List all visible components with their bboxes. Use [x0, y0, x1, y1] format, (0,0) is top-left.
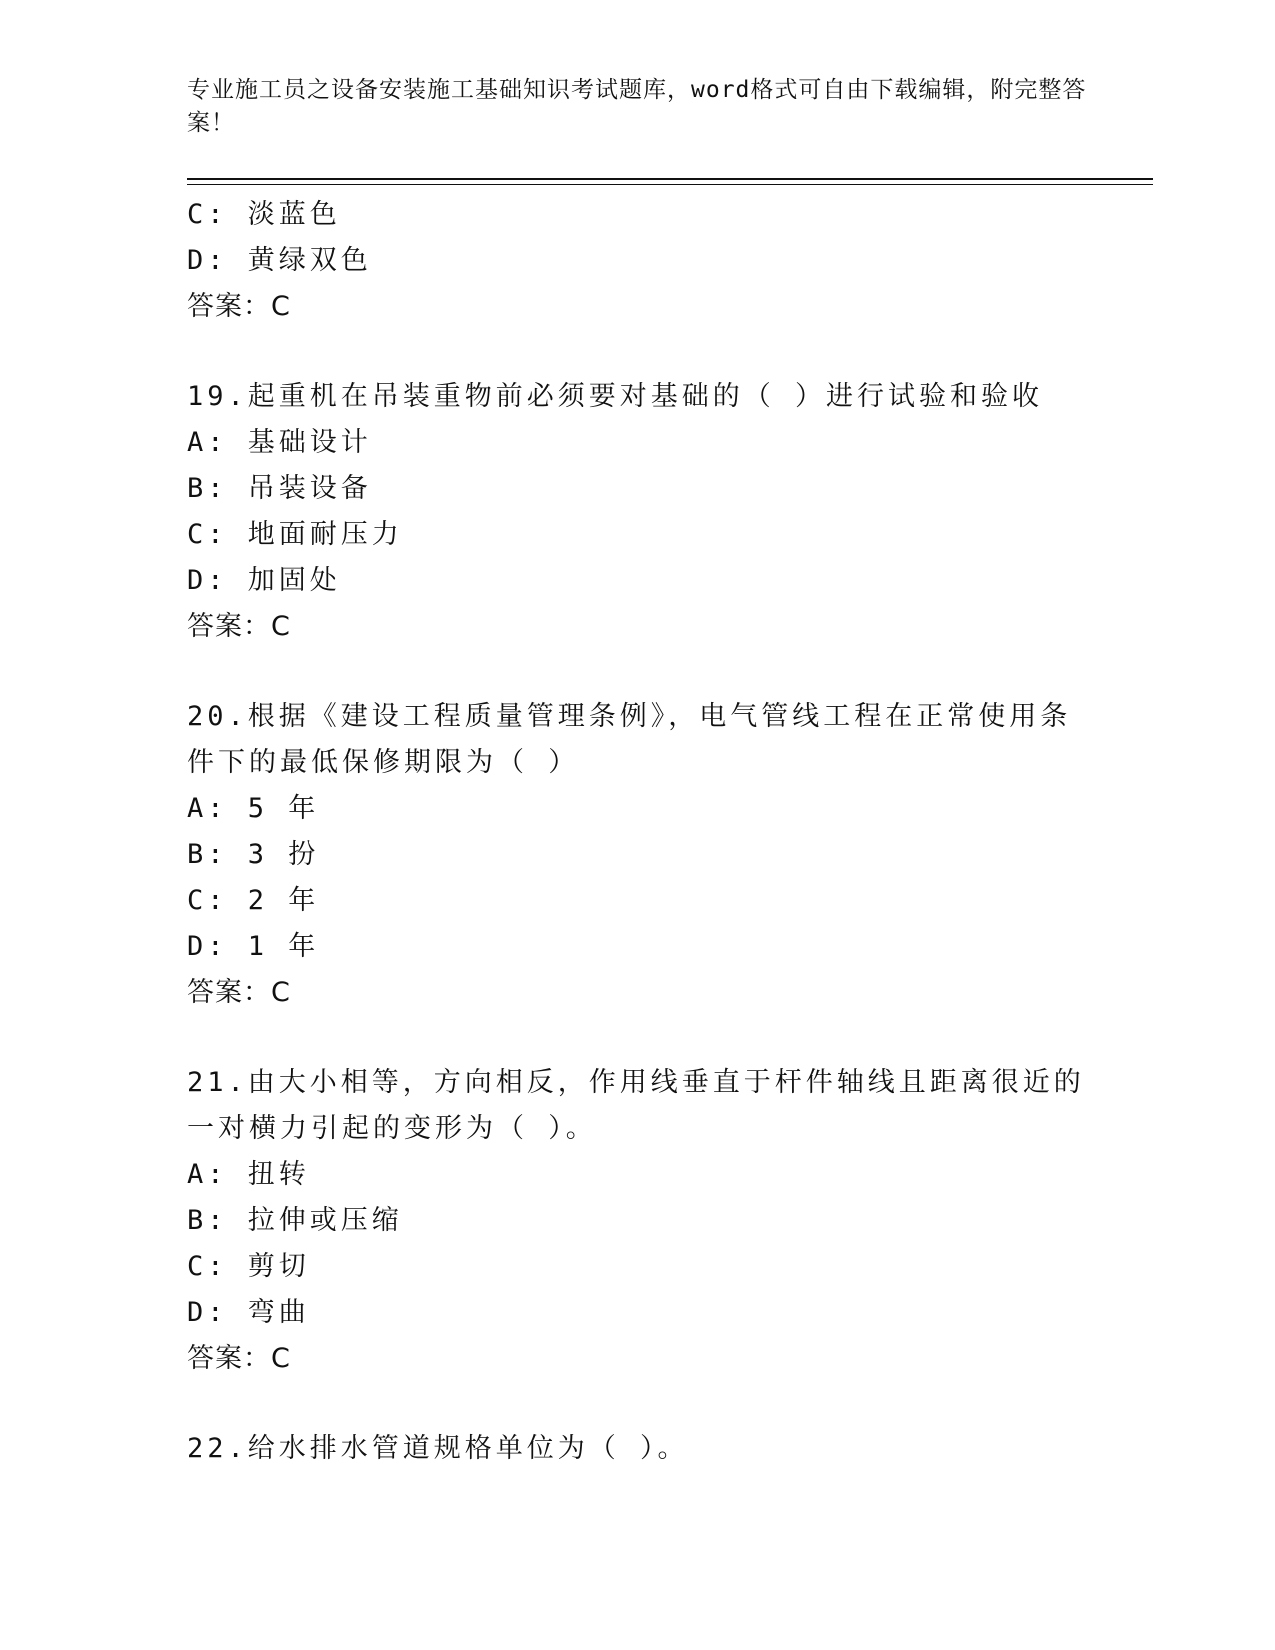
question-list [187, 192, 1087, 1472]
option-d: D: 加固处 [187, 565, 341, 596]
question-20 [187, 694, 1087, 1016]
question-stem: 21.由大小相等，方向相反，作用线垂直于杆件轴线且距离很近的一对横力引起的变形为（ ）。 [187, 1067, 1085, 1144]
option-a: A: 扭转 [187, 1159, 310, 1190]
option-a: A: 5 年 [187, 793, 320, 824]
question-stem: 19.起重机在吊装重物前必须要对基础的（ ）进行试验和验收 [187, 381, 1044, 412]
question-stem: 22.给水排水管道规格单位为（ ）。 [187, 1433, 689, 1464]
spacer [187, 650, 1087, 694]
option-b: B: 拉伸或压缩 [187, 1205, 403, 1236]
option-b: B: 3 扮 [187, 839, 320, 870]
spacer [187, 330, 1087, 374]
header-rule-thin [187, 184, 1153, 185]
option-c: C: 2 年 [187, 885, 320, 916]
document-header: 专业施工员之设备安装施工基础知识考试题库，word格式可自由下载编辑，附完整答案！ [187, 77, 1087, 136]
option-b: B: 吊装设备 [187, 473, 372, 504]
answer-line: 答案：C [187, 977, 291, 1008]
option-d: D: 弯曲 [187, 1297, 310, 1328]
option-c: C: 剪切 [187, 1251, 310, 1282]
question-21 [187, 1060, 1087, 1382]
answer-line: 答案：C [187, 1343, 291, 1374]
header-rule-thick [187, 178, 1153, 180]
question-19 [187, 374, 1087, 650]
question-22 [187, 1426, 1087, 1472]
option-d: D: 黄绿双色 [187, 245, 372, 276]
option-c: C: 地面耐压力 [187, 519, 403, 550]
option-a: A: 基础设计 [187, 427, 372, 458]
spacer [187, 1382, 1087, 1426]
option-d: D: 1 年 [187, 931, 320, 962]
spacer [187, 1016, 1087, 1060]
option-c: C: 淡蓝色 [187, 199, 341, 230]
answer-line: 答案：C [187, 611, 291, 642]
question-stem: 20.根据《建设工程质量管理条例》，电气管线工程在正常使用条件下的最低保修期限为（ ） [187, 701, 1072, 778]
question-18-tail [187, 192, 1087, 330]
answer-line: 答案：C [187, 291, 291, 322]
